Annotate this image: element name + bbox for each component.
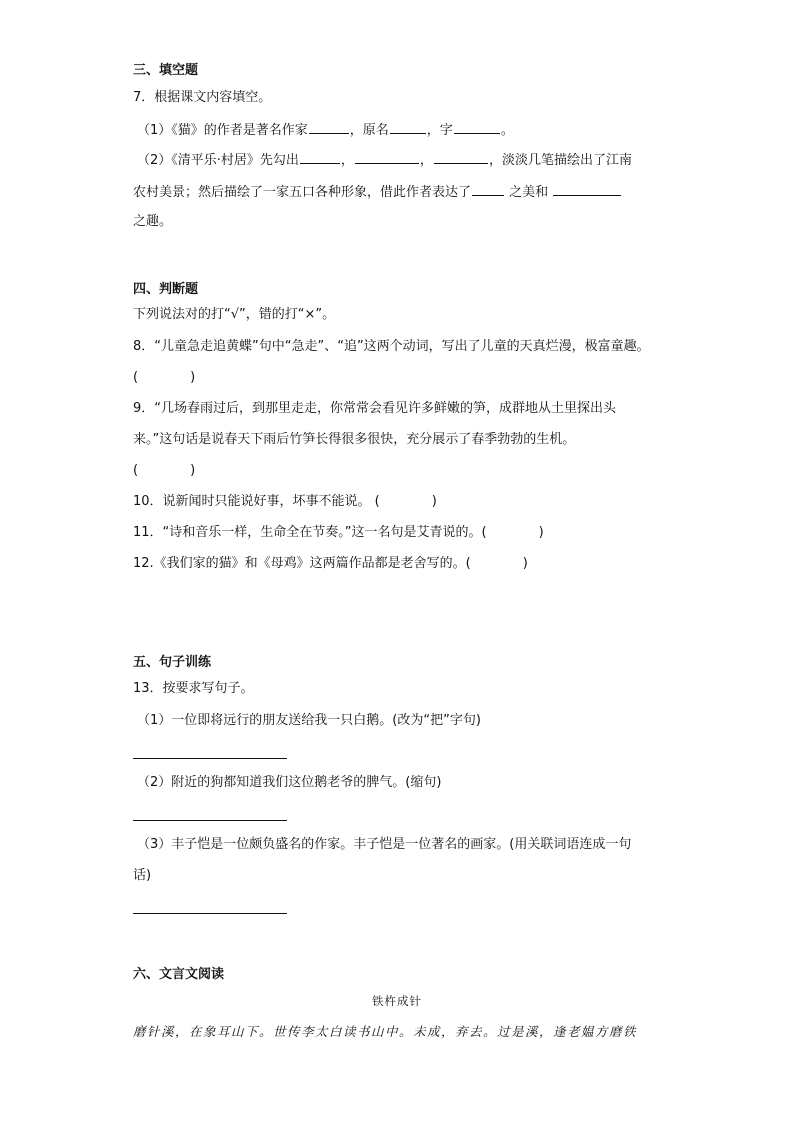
- question-13: 13．按要求写句子。: [133, 681, 254, 696]
- question-13-2: （2）附近的狗都知道我们这位鹅老爷的脾气。(缩句): [137, 775, 442, 790]
- section-6-heading: 六、文言文阅读: [133, 967, 225, 982]
- q7-2-text-d: ，淡淡几笔描绘出了江南: [488, 153, 632, 168]
- blank[interactable]: [355, 150, 419, 164]
- q7-1-text-a: （1）《猫》的作者是著名作家: [137, 123, 308, 138]
- q7-1-text-d: 。: [500, 123, 514, 138]
- q7-2-text-c: ，: [419, 153, 433, 168]
- passage-title: 铁杵成针: [372, 994, 422, 1008]
- answer-line-13-3[interactable]: [133, 913, 287, 914]
- section-4-heading: 四、判断题: [133, 282, 199, 297]
- section-3-heading: 三、填空题: [133, 63, 199, 78]
- q7-1-text-b: ，原名: [349, 123, 389, 138]
- blank[interactable]: [300, 150, 340, 164]
- question-8: 8．“儿童急走追黄蝶”句中“急走”、“追”这两个动词，写出了儿童的天真烂漫，极富童趣。: [133, 339, 650, 354]
- question-7-2-line2: [133, 182, 622, 202]
- blank[interactable]: [553, 182, 621, 196]
- question-10: 10．说新闻时只能说好事，坏事不能说。 ( ): [133, 494, 437, 509]
- question-8-answer[interactable]: ( ): [133, 370, 196, 385]
- question-13-3-line1: （3）丰子恺是一位颇负盛名的作家。丰子恺是一位著名的画家。(用关联词语连成一句: [137, 837, 632, 852]
- answer-line-13-2[interactable]: [133, 820, 287, 821]
- question-12: 12.《我们家的猫》和《母鸡》这两篇作品都是老舍写的。( ): [133, 556, 528, 571]
- judgement-instructions: 下列说法对的打“√”，错的打“×”。: [133, 307, 336, 322]
- question-9-answer[interactable]: ( ): [133, 463, 196, 478]
- question-13-3-line2: 话): [133, 868, 152, 883]
- q7-1-text-c: ，字: [426, 123, 453, 138]
- question-9-line2: 来。”这句话是说春天下雨后竹笋长得很多很快，充分展示了春季勃勃的生机。: [133, 432, 576, 447]
- q7-2-line2-text-b: 之美和: [505, 185, 553, 200]
- question-7: 7．根据课文内容填空。: [133, 90, 272, 105]
- blank[interactable]: [434, 150, 488, 164]
- question-9-line1: 9．“几场春雨过后，到那里走走，你常常会看见许多鲜嫩的笋，成群地从土里探出头: [133, 401, 617, 416]
- q7-2-line2-text-a: 农村美景；然后描绘了一家五口各种形象，借此作者表达了: [133, 185, 472, 200]
- question-11: 11．“诗和音乐一样，生命全在节奏。”这一名句是艾青说的。( ): [133, 525, 544, 540]
- question-7-1: [137, 120, 514, 140]
- q7-2-text-b: ，: [340, 153, 354, 168]
- blank[interactable]: [472, 182, 504, 196]
- question-7-2-line3: 之趣。: [133, 214, 173, 229]
- question-7-2: [137, 150, 632, 170]
- answer-line-13-1[interactable]: [133, 758, 287, 759]
- blank[interactable]: [309, 120, 349, 134]
- blank[interactable]: [454, 120, 500, 134]
- section-5-heading: 五、句子训练: [133, 655, 212, 670]
- blank[interactable]: [390, 120, 426, 134]
- q7-2-text-a: （2）《清平乐·村居》先勾出: [137, 153, 299, 168]
- passage-text: 磨针溪，在象耳山下。世传李太白读书山中。未成，弃去。过是溪，逢老媪方磨铁: [133, 1024, 638, 1039]
- question-13-1: （1）一位即将远行的朋友送给我一只白鹅。(改为“把”字句): [137, 713, 481, 728]
